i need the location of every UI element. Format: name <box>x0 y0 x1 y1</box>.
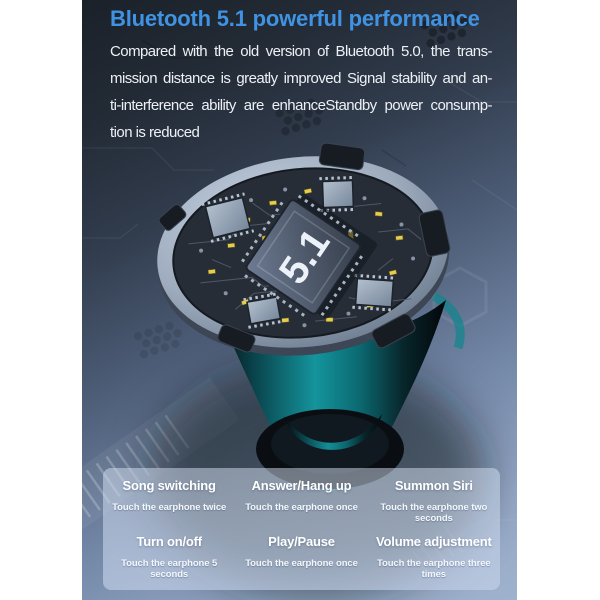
feature-title: Volume adjustment <box>376 534 492 549</box>
description-line: ti-interference ability are enhanceStandby power consump- <box>110 97 492 114</box>
description-line: tion is reduced <box>110 124 200 141</box>
feature-title: Song switching <box>122 478 216 493</box>
photo-strip <box>82 0 517 600</box>
feature-title: Summon Siri <box>394 478 473 493</box>
feature-subtitle: Touch the earphone twice <box>112 502 227 513</box>
feature-volume-adjustment <box>368 534 500 580</box>
chip-label: 5.1 <box>270 221 339 293</box>
description-line: mission distance is greatly improved Signal stability and an- <box>110 70 492 87</box>
feature-subtitle: Touch the earphone once <box>245 502 358 513</box>
feature-subtitle: Touch the earphone two seconds <box>380 502 488 524</box>
feature-subtitle: Touch the earphone 5 seconds <box>121 558 218 580</box>
feature-subtitle: Touch the earphone three times <box>377 558 491 580</box>
header <box>110 4 492 146</box>
features-row-2 <box>103 534 500 580</box>
feature-play-pause <box>235 534 367 580</box>
features-row-1 <box>103 478 500 524</box>
feature-title: Turn on/off <box>136 534 202 549</box>
feature-title: Play/Pause <box>268 534 335 549</box>
features-panel <box>103 468 500 590</box>
feature-subtitle: Touch the earphone once <box>245 558 358 569</box>
feature-turn-on-off <box>103 534 235 580</box>
page-title: Bluetooth 5.1 powerful performance <box>110 6 480 31</box>
feature-song-switching <box>103 478 235 524</box>
description <box>110 38 492 146</box>
description-line: Compared with the old version of Bluetooth 5.0, the trans- <box>110 43 492 60</box>
feature-summon-siri <box>368 478 500 524</box>
feature-title: Answer/Hang up <box>251 478 352 493</box>
feature-answer-hangup <box>235 478 367 524</box>
